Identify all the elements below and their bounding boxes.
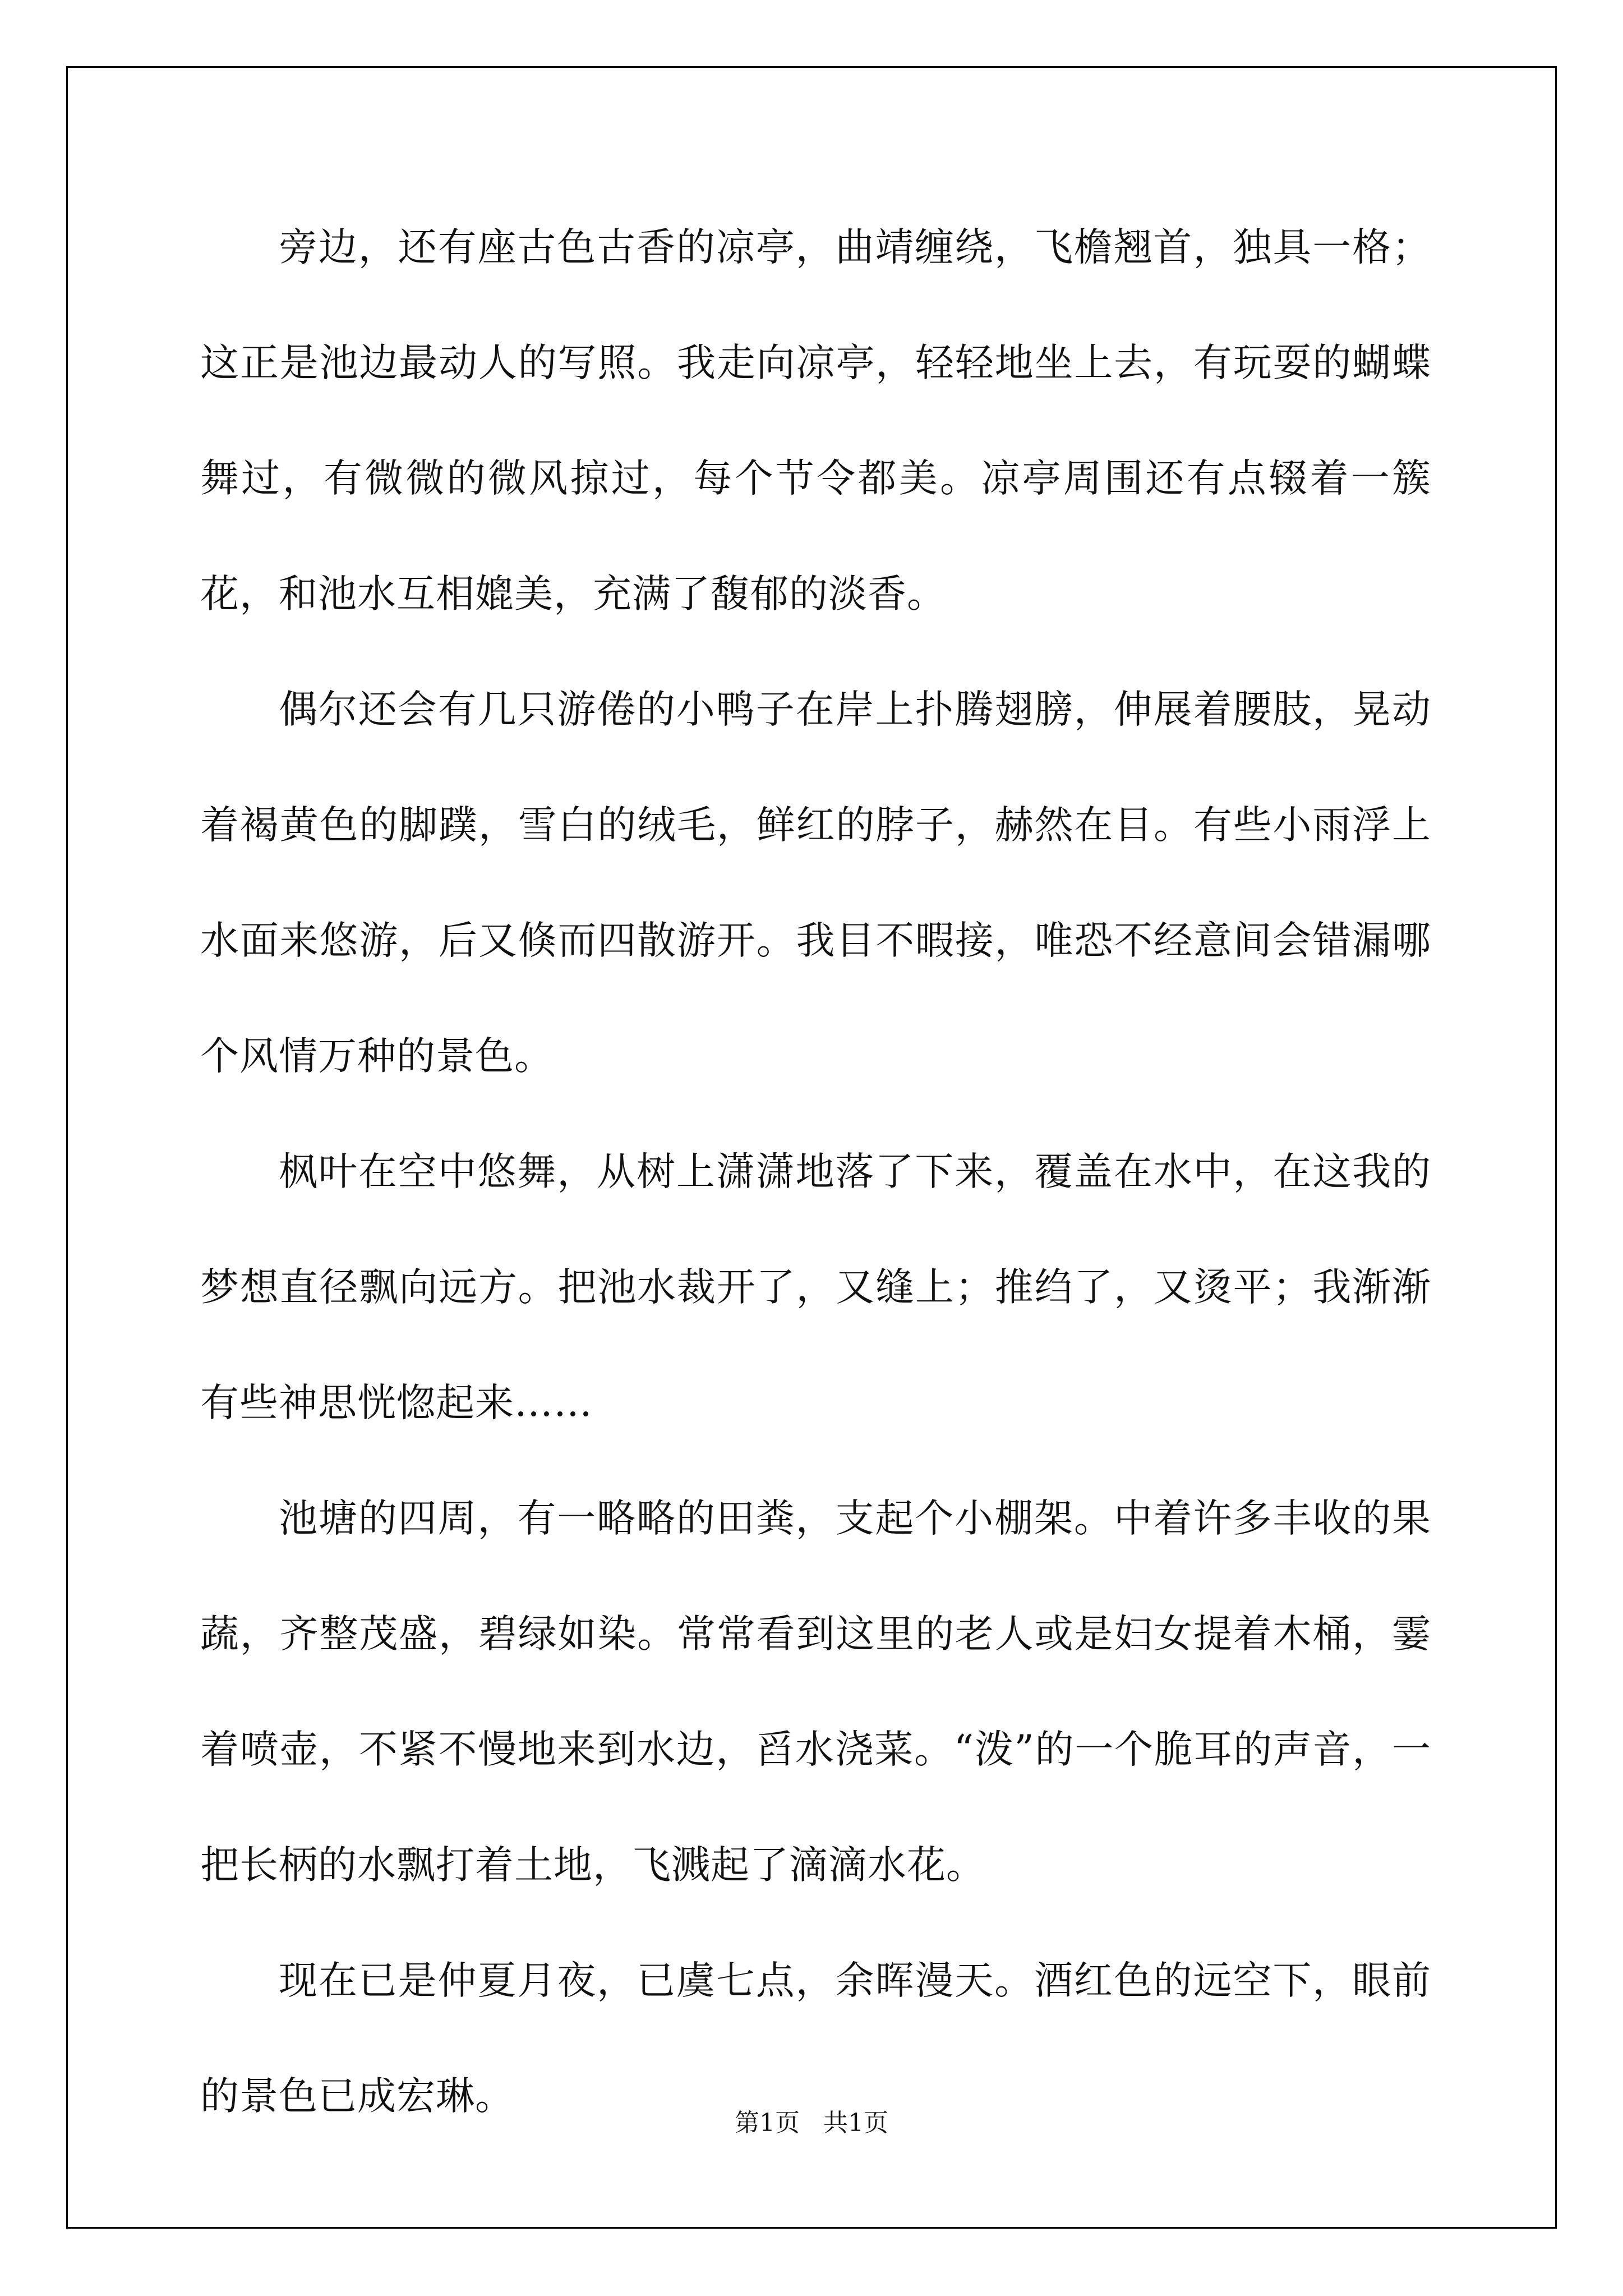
paragraph-4: 池塘的四周，有一略略的田粪，支起个小棚架。中着许多丰收的果蔬，齐整茂盛，碧绿如染。常常看到这里的老人或是妇女提着木桶，霎着喷壶，不紧不慢地来到水边，舀水浇菜。“泼”的一个脆耳的声音，一把长柄的水飘打着土地，飞溅起了滴滴水花。 (200, 1496, 1431, 1888)
paragraph-5: 现在已是仲夏月夜，已虞七点，余晖漫天。酒红色的远空下，眼前的景色已成宏琳。 (200, 1958, 1431, 2119)
document-body (200, 190, 1431, 2154)
paragraph-2: 偶尔还会有几只游倦的小鸭子在岸上扑腾翅膀，伸展着腰肢，晃动着褐黄色的脚蹼，雪白的绒毛，鲜红的脖子，赫然在目。有些小雨浮上水面来悠游，后又倏而四散游开。我目不暇接，唯恐不经意间会错漏哪个风情万种的景色。 (200, 687, 1431, 1079)
page-number: 第1页 (735, 2109, 800, 2137)
paragraph-1: 旁边，还有座古色古香的凉亭，曲靖缠绕，飞檐翘首，独具一格；这正是池边最动人的写照。我走向凉亭，轻轻地坐上去，有玩耍的蝴蝶舞过，有微微的微风掠过，每个节令都美。凉亭周围还有点辍着一簇花，和池水互相媲美，充满了馥郁的淡香。 (200, 225, 1431, 616)
page-footer (0, 2106, 1623, 2140)
paragraph-3: 枫叶在空中悠舞，从树上潇潇地落了下来，覆盖在水中，在这我的梦想直径飘向远方。把池水裁开了，又缝上；推绉了，又烫平；我渐渐有些神思恍惚起来…… (200, 1149, 1431, 1425)
page-total: 共1页 (823, 2109, 888, 2137)
